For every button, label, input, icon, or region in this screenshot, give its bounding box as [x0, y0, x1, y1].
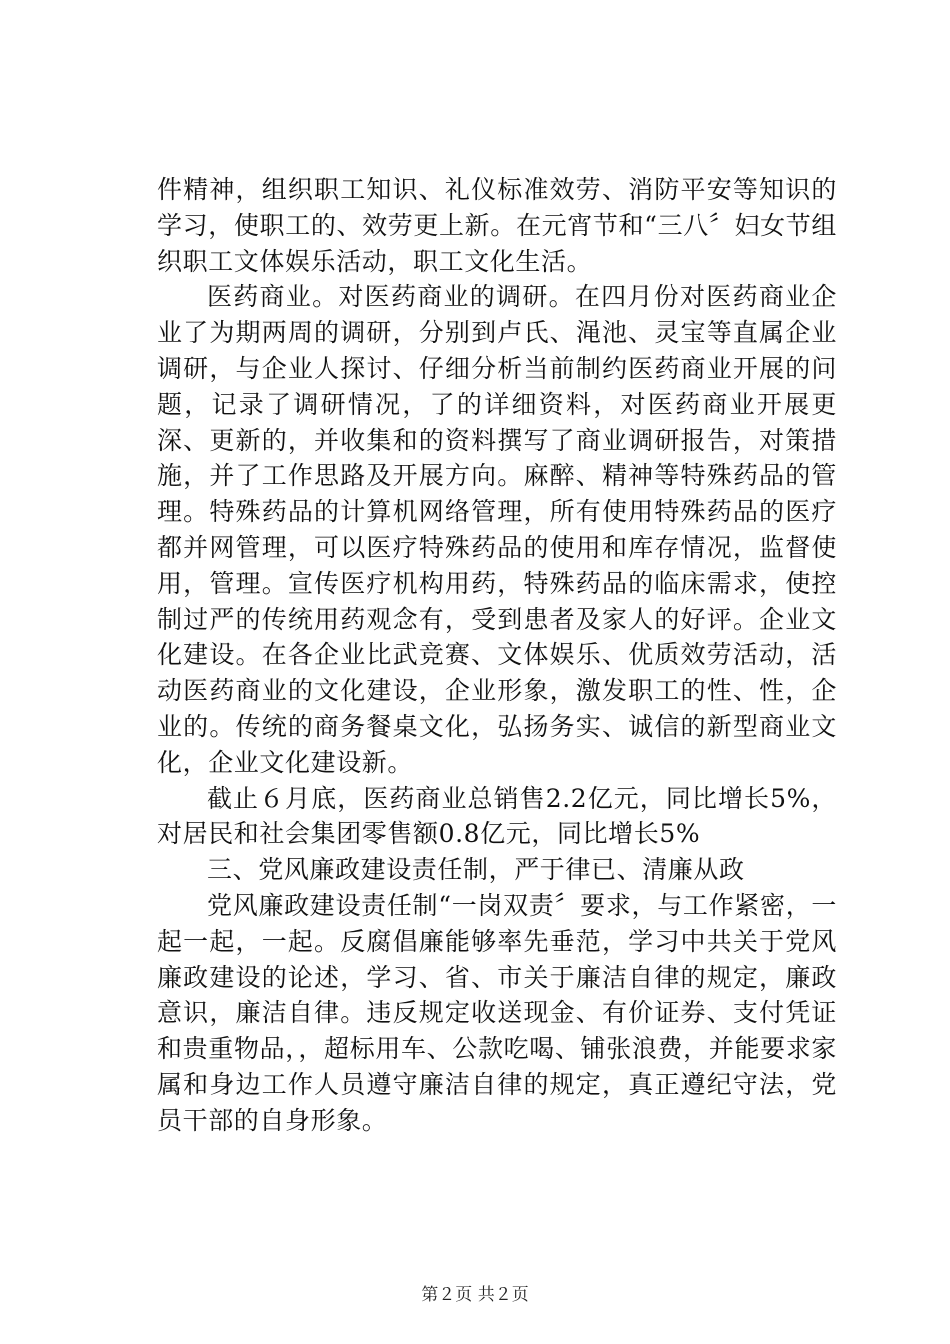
paragraph-continuation: 件精神，组织职工知识、礼仪标准效劳、消防平安等知识的学习，使职工的、效劳更上新。在元宵节和“三八〞妇女节组织职工文体娱乐活动，职工文化生活。 — [157, 175, 837, 276]
document-body — [157, 172, 837, 1139]
paragraph-integrity: 党风廉政建设责任制“一岗双责〞要求，与工作紧密，一起一起，一起。反腐倡廉能够率先垂范，学习中共关于党风廉政建设的论述，学习、省、市关于廉洁自律的规定，廉政意识，廉洁自律。违反规定收送现金、有价证券、支付凭证和贵重物品，，超标用车、公款吃喝、铺张浪费，并能要求家属和身边工作人员遵守廉洁自律的规定，真正遵纪守法，党员干部的自身形象。 — [157, 890, 837, 1135]
section-heading-integrity: 三、党风廉政建设责任制，严于律已、清廉从政 — [207, 855, 745, 885]
paragraph-sales-figures: 截止６月底，医药商业总销售2.2亿元，同比增长5%，对居民和社会集团零售额0.8亿元，同比增长5% — [157, 783, 837, 849]
page-footer: 第２页 共２页 — [421, 1285, 529, 1305]
paragraph-pharma-commerce: 医药商业。对医药商业的调研。在四月份对医药商业企业了为期两周的调研，分别到卢氏、渑池、灵宝等直属企业调研，与企业人探讨、仔细分析当前制约医药商业开展的问题，记录了调研情况，了的详细资料，对医药商业开展更深、更新的，并收集和的资料撰写了商业调研报告，对策措施，并了工作思路及开展方向。麻醉、精神等特殊药品的管理。特殊药品的计算机网络管理，所有使用特殊药品的医疗都并网管理，可以医疗特殊药品的使用和库存情况，监督使用，管理。宣传医疗机构用药，特殊药品的临床需求，使控制过严的传统用药观念有，受到患者及家人的好评。企业文化建设。在各企业比武竞赛、文体娱乐、优质效劳活动，活动医药商业的文化建设，企业形象，激发职工的性、性，企业的。传统的商务餐桌文化，弘扬务实、诚信的新型商业文化，企业文化建设新。 — [157, 282, 837, 777]
